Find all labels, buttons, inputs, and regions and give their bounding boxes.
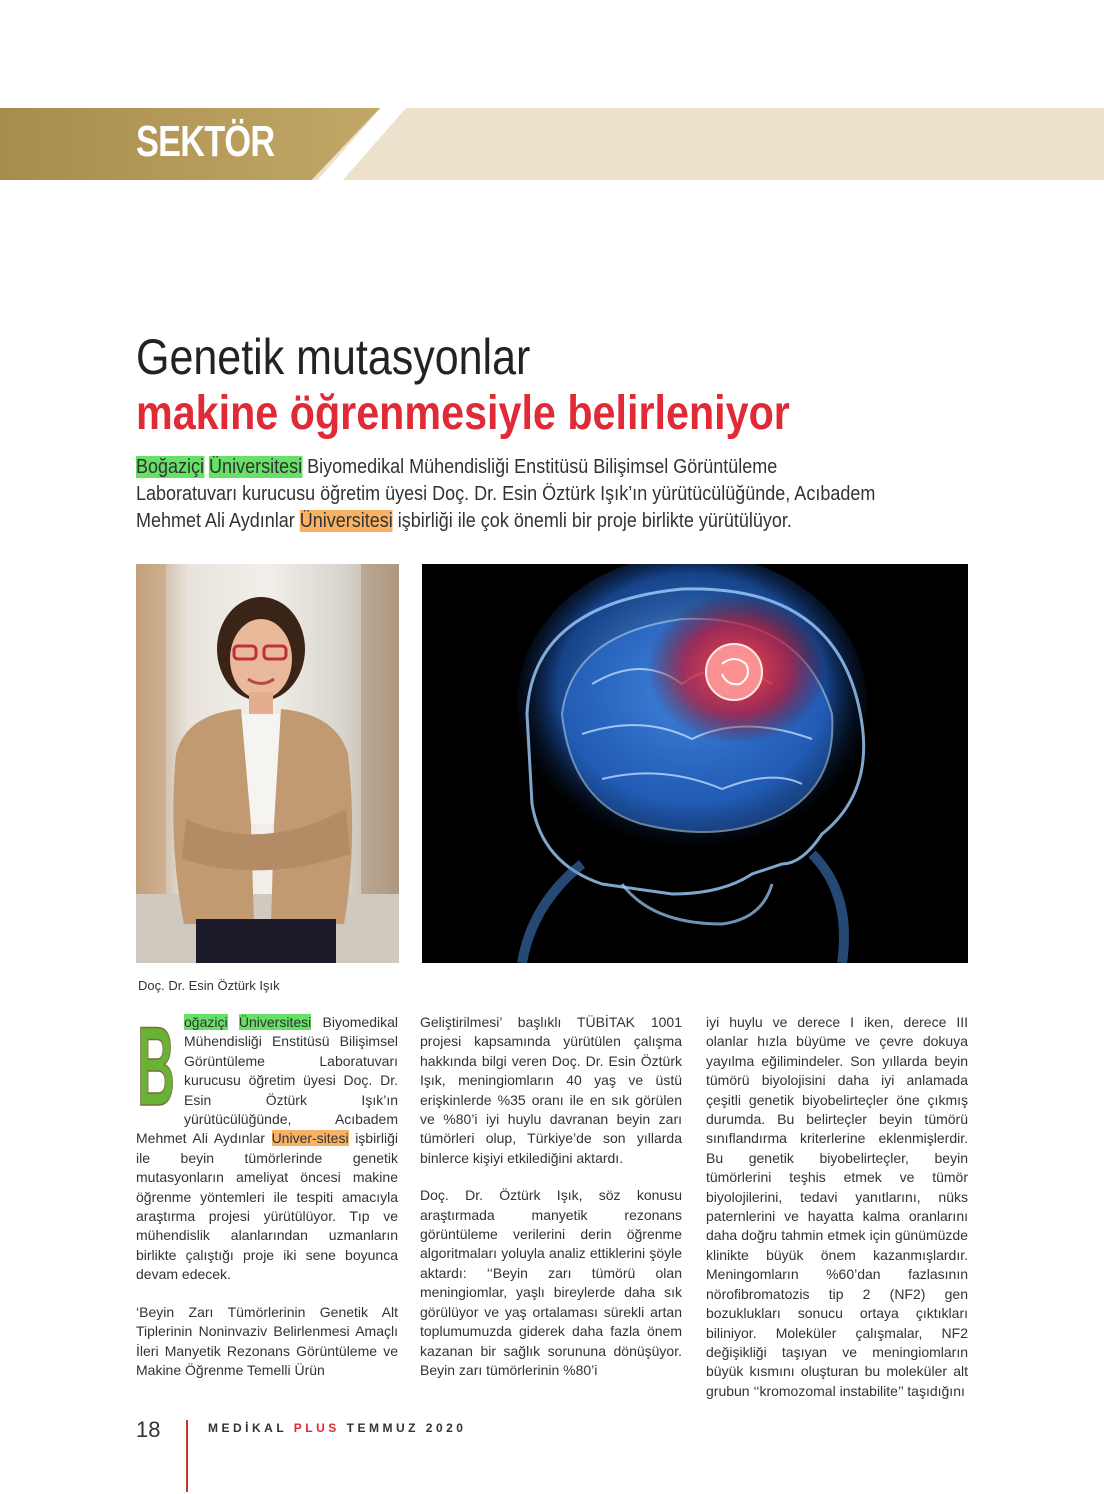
- portrait-photo: [136, 564, 399, 963]
- dropcap: [136, 1015, 176, 1113]
- body-column-1: [136, 1013, 398, 1398]
- column1-paragraph-1: [136, 1013, 398, 1285]
- footer-divider: [186, 1420, 188, 1492]
- highlight-universitesi: Üniversitesi: [238, 1014, 312, 1030]
- brain-illustration: [422, 564, 968, 963]
- lead-text: Biyomedikal Mühendisliği Enstitüsü Bilişimsel Görüntüleme: [302, 456, 778, 478]
- body-text: Biyomedikal Mühendisliği Enstitüsü Bilişimsel Görüntüleme Laboratuvarı kurucusu öğretim üyesi Doç. Dr. Esin Öztürk Işık’ın yürütücülüğünde, Acıbadem Mehmet Ali Aydınlar: [136, 1014, 398, 1147]
- footer-issue: TEMMUZ 2020: [339, 1421, 467, 1435]
- footer-brand-medikal: MEDİKAL: [208, 1421, 294, 1435]
- lead-line-1: [136, 454, 892, 481]
- highlight-bogazici: Boğaziçi: [136, 456, 205, 478]
- column2-paragraph-2: Doç. Dr. Öztürk Işık, söz konusu araştırmada manyetik rezonans görüntüleme verilerini derin öğrenme algoritmaları yoluyla analiz ettiklerini şöyle aktardı: ‘‘Beyin zarı tümörü olan meningiomlar, yaşlı bireylerde daha sık görülüyor ve yaş ortalaması sürekli artan toplumumuzda giderek daha fazla önem kazanan bir sağlık sorununa dönüşüyor. Beyin zarı tümörlerinin %80’i: [420, 1187, 682, 1378]
- body-column-2: [420, 1013, 682, 1398]
- dropcap-letter: B: [137, 1015, 175, 1113]
- column3-paragraph-1: iyi huylu ve derece I iken, derece III olanlar hızla büyüme ve çevre dokuya yayılma eğilimindeler. Son yıllarda beyin tümörü biyolojisini daha iyi anlamada çeşitli genetik biyobelirteçler öne çıkmış durumda. Bu belirteçler beyin tümörü sınıflandırma kriterlerine eklenmişlerdir. Bu genetik biyobelirteçler, beyin tümörlerini teşhis etmek ve tümör biyolojilerini, tedavi yanıtlarını, nüks paternlerini ve hayatta kalma oranlarını daha doğru tahmin etmek için günümüzde klinikte büyük önem kazanmışlardır. Meningomların %60’dan fazlasının nörofibromatozis tip 2 (NF2) gen bozuklukları sonucu ortaya çıktıkları biliniyor. Moleküler çalışmalar, NF2 değişikliği taşıyan ve meningiomların büyük kısmını oluşturan bu moleküler alt grubun ‘‘kromozomal instabilite’’ taşıdığını: [706, 1014, 968, 1399]
- page-number: 18: [136, 1417, 161, 1442]
- highlight-bogazici: oğaziçi: [184, 1014, 228, 1030]
- headline-line1: Genetik mutasyonlar: [136, 329, 531, 385]
- highlight-universitesi-orange: Üniversitesi: [299, 510, 393, 532]
- body-text: işbirliği ile beyin tümörlerinde genetik mutasyonların ameliyat öncesi makine öğrenme yöntemleri ile tespiti amacıyla araştırma projesi yürütülüyor. Tıp ve mühendislik alanlarından uzmanların birlikte çalıştığı proje iki sene boyunca devam edecek.: [136, 1130, 398, 1283]
- body-column-3: [706, 1013, 968, 1419]
- photo-caption: Doç. Dr. Esin Öztürk Işık: [138, 978, 280, 993]
- highlight-universitesi: Üniversitesi: [209, 456, 303, 478]
- lead-paragraph: [136, 454, 976, 535]
- lead-text: Mehmet Ali Aydınlar: [136, 510, 300, 532]
- footer-brand: [208, 1421, 466, 1435]
- headline-line2: makine öğrenmesiyle belirleniyor: [136, 387, 790, 440]
- section-label: SEKTÖR: [136, 117, 275, 166]
- column1-paragraph-2: ‘Beyin Zarı Tümörlerinin Genetik Alt Tiplerinin Noninvaziv Belirlenmesi Amaçlı İleri Manyetik Rezonans Görüntüleme ve Makine Öğrenme Temelli Ürün: [136, 1303, 398, 1378]
- lead-line-2: Laboratuvarı kurucusu öğretim üyesi Doç. Dr. Esin Öztürk Işık’ın yürütücülüğünde, Acıbadem: [136, 483, 876, 505]
- lead-line-3: [136, 508, 892, 535]
- column2-paragraph-1: Geliştirilmesi’ başlıklı TÜBİTAK 1001 projesi kapsamında yürütülen çalışma hakkında bilgi veren Doç. Dr. Esin Öztürk Işık, meningiomların 40 yaş ve üstü erişkinlerde %35 oranı ile en sık görülen ve %80’i iyi huylu davranan beyin zarı tümörleri olup, Türkiye’de son yıllarda binlerce kişiyi etkilediğini aktardı.: [420, 1014, 682, 1166]
- lead-text: işbirliği ile çok önemli bir proje birlikte yürütülüyor.: [392, 510, 792, 532]
- footer-brand-plus: PLUS: [293, 1421, 340, 1435]
- highlight-universitesi-orange: Univer-sitesi: [271, 1130, 349, 1147]
